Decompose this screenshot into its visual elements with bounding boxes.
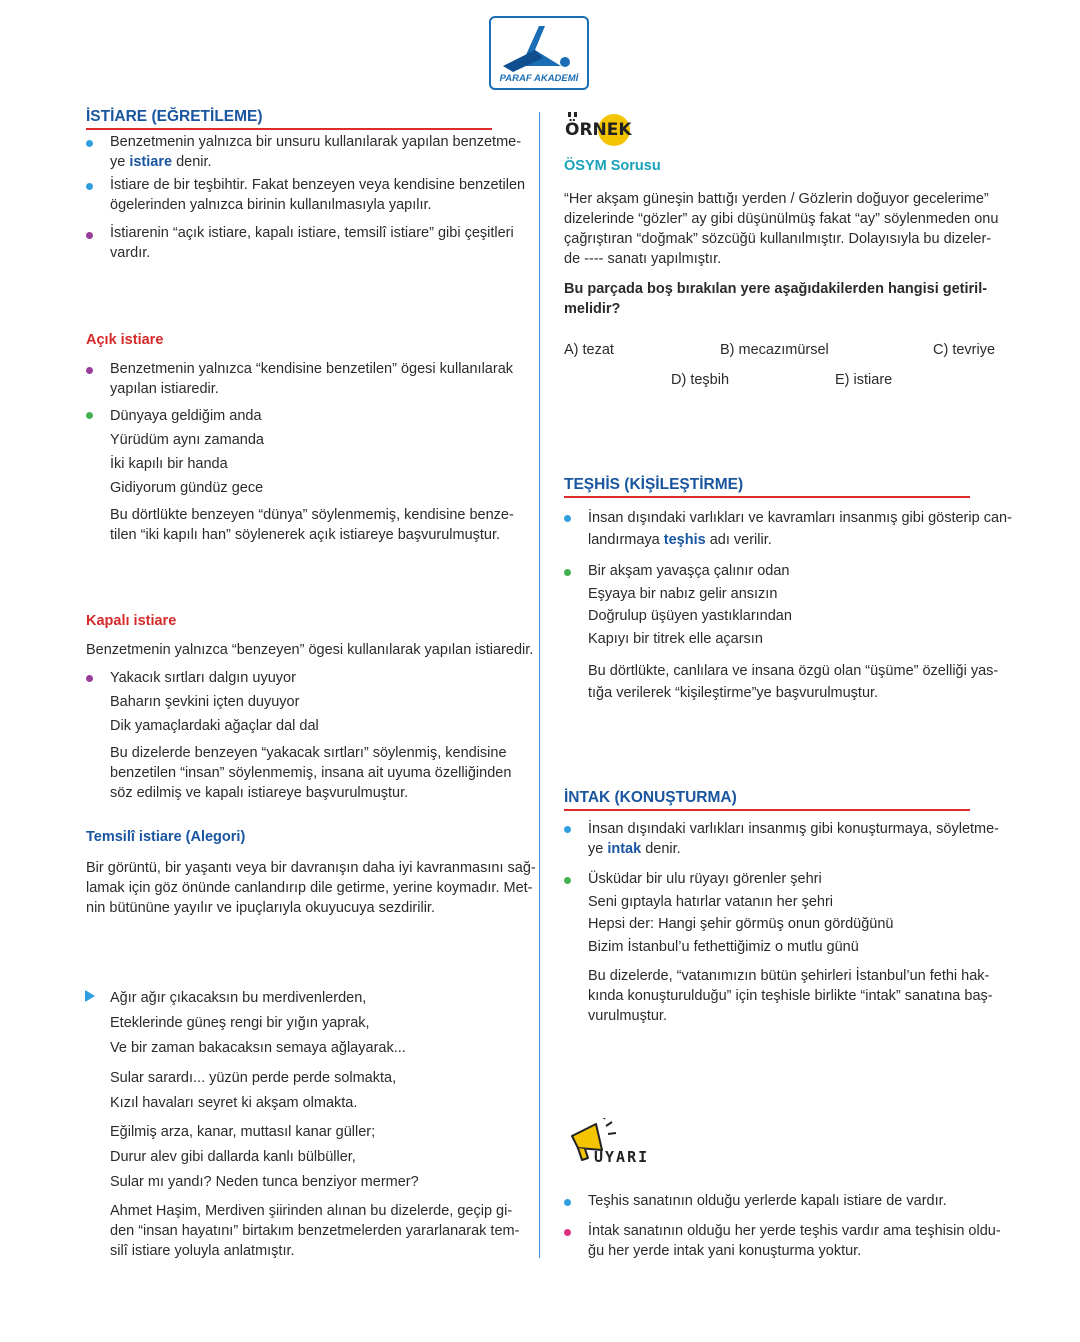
poem-line: Seni gıptayla hatırlar vatanın her şehri	[588, 893, 834, 910]
text-line: “Her akşam güneşin battığı yerden / Gözlerin doğuyor gecelerime”	[564, 191, 989, 207]
poem-line: Bir akşam yavaşça çalınır odan	[588, 563, 790, 579]
temsili-definition	[86, 858, 536, 918]
text-line: Benzetmenin yalnızca bir unsuru kullanılarak yapılan benzetme-	[110, 134, 522, 150]
poem-line: İki kapılı bir handa	[110, 456, 228, 472]
bullet-dot	[564, 877, 571, 884]
text-line: İnsan dışındaki varlıkları insanmış gibi konuşturmaya, söyletme-	[588, 821, 1000, 837]
teshis-title: TEŞHİS (KİŞİLEŞTİRME)	[564, 476, 970, 498]
bullet-dot	[86, 232, 93, 239]
uyari-badge	[566, 1118, 666, 1170]
poem-line: Durur alev gibi dallarda kanlı bülbüller,	[110, 1149, 356, 1165]
text-line: den “insan hayatını” birtakım benzetmelerden yararlanarak tem-	[110, 1223, 520, 1239]
kapali-poem	[110, 666, 319, 738]
text-line: vardır.	[110, 245, 151, 261]
keyword-istiare: istiare	[129, 154, 173, 170]
poem-line: Sular mı yandı? Neden tunca benziyor mermer?	[110, 1174, 419, 1190]
text-line	[588, 529, 1012, 551]
text-line: kında konuşturulduğu” için teşhisle birlikte “intak” sanatına baş-	[588, 988, 993, 1004]
istiare-title: İSTİARE (EĞRETİLEME)	[86, 108, 492, 130]
poem-line: Ve bir zaman bakacaksın semaya ağlayarak...	[110, 1040, 406, 1056]
text-line: İstiarenin “açık istiare, kapalı istiare, temsilî istiare” gibi çeşitleri	[110, 225, 514, 241]
text-line: Bu dörtlükte, canlılara ve insana özgü olan “üşüme” özelliği yas-	[588, 663, 999, 679]
poem-line: Dünyaya geldiğim anda	[110, 408, 262, 424]
intak-bullet-1	[588, 819, 999, 859]
bullet-dot	[564, 826, 571, 833]
keyword-teshis: teşhis	[663, 532, 706, 548]
acik-explanation	[110, 505, 514, 545]
text-line: lamak için göz önünde canlandırıp dile getirme, yerine koymadır. Met-	[86, 880, 533, 896]
poem-line: Yakacık sırtları dalgın uyuyor	[110, 670, 296, 686]
logo-mark-icon	[491, 20, 587, 76]
kapali-explanation	[110, 743, 511, 803]
kapali-istiare-title: Kapalı istiare	[86, 613, 177, 629]
text-line: vurulmuştur.	[588, 1008, 667, 1024]
temsili-poem-stanza-2	[110, 1066, 396, 1116]
bullet-dot	[86, 367, 93, 374]
uyari-label: UYARI	[594, 1148, 650, 1166]
poem-line: Yürüdüm aynı zamanda	[110, 432, 264, 448]
poem-line: Üsküdar bir ulu rüyayı görenler şehri	[588, 871, 822, 887]
option-b: B) mecazımürsel	[720, 342, 829, 358]
istiare-bullet-3	[110, 223, 530, 263]
text-line: tilen “iki kapılı han” söylenerek açık istiareye başvurulmuştur.	[110, 527, 501, 543]
text-span: denir.	[172, 154, 212, 170]
option-a: A) tezat	[564, 342, 614, 358]
temsili-poem-stanza-3	[110, 1120, 419, 1195]
poem-line: Eteklerinde güneş rengi bir yığın yaprak,	[110, 1015, 370, 1031]
temsili-istiare-title: Temsilî istiare (Alegori)	[86, 829, 246, 845]
acik-istiare-title: Açık istiare	[86, 332, 164, 348]
text-line: Bu dizelerde, “vatanımızın bütün şehirleri İstanbul’un fethi hak-	[588, 968, 990, 984]
acik-bullet-1	[110, 359, 530, 399]
text-line: söz edilmiş ve kapalı istiareye başvurulmuştur.	[110, 785, 409, 801]
ornek-badge	[564, 110, 644, 148]
poem-line: Kızıl havaları seyret ki akşam olmakta.	[110, 1095, 358, 1111]
text-line: dizelerinde “gözler” ay gibi düşünülmüş fakat “ay” söylenmeden onu	[564, 211, 999, 227]
text-line: tığa verilerek “kişileştirme”ye başvurulmuştur.	[588, 685, 879, 701]
option-e: E) istiare	[835, 372, 893, 388]
uyari-bullet-2	[588, 1221, 1001, 1261]
text-line: yapılan istiaredir.	[110, 381, 219, 397]
text-line: melidir?	[564, 301, 621, 317]
text-line: Ahmet Haşim, Merdiven şiirinden alınan bu dizelerde, geçip gi-	[110, 1203, 513, 1219]
bullet-dot	[564, 569, 571, 576]
text-line: de ---- sanatı yapılmıştır.	[564, 251, 722, 267]
text-span: ye	[588, 841, 608, 857]
poem-line: Baharın şevkini içten duyuyor	[110, 694, 300, 710]
text-line	[588, 839, 999, 859]
teshis-poem	[588, 560, 792, 650]
text-line: Benzetmenin yalnızca “kendisine benzetilen” ögesi kullanılarak	[110, 361, 514, 377]
osym-source: ÖSYM Sorusu	[564, 158, 661, 174]
text-span: ye	[110, 154, 130, 170]
text-line: silî istiare yoluyla anlatmıştır.	[110, 1243, 295, 1259]
text-span: denir.	[641, 841, 681, 857]
bullet-dot	[86, 412, 93, 419]
bullet-dot	[86, 675, 93, 682]
ornek-question	[564, 279, 987, 319]
logo-text: PARAF AKADEMİ	[499, 73, 579, 84]
poem-line: Eğilmiş arza, kanar, muttasıl kanar güller;	[110, 1124, 376, 1140]
istiare-bullet-1	[110, 132, 530, 172]
text-line: İntak sanatının olduğu her yerde teşhis vardır ama teşhisin oldu-	[588, 1223, 1001, 1239]
poem-line: Eşyaya bir nabız gelir ansızın	[588, 585, 778, 602]
kapali-definition: Benzetmenin yalnızca “benzeyen” ögesi kullanılarak yapılan istiaredir.	[86, 642, 534, 658]
bullet-dot	[86, 140, 93, 147]
bullet-dot	[564, 1199, 571, 1206]
ornek-label: ÖRNEK	[565, 120, 632, 140]
bullet-dot	[564, 515, 571, 522]
intak-explanation	[588, 966, 993, 1026]
temsili-explanation	[110, 1201, 519, 1261]
paraf-akademi-logo	[489, 16, 589, 90]
triangle-bullet-icon	[85, 990, 95, 1002]
temsili-poem-stanza-1	[110, 986, 406, 1061]
bullet-dot	[564, 1229, 571, 1236]
text-span: adı verilir.	[705, 532, 772, 548]
poem-line: Bizim İstanbul’u fethettiğimiz o mutlu günü	[588, 938, 859, 955]
text-line: benzetilen “insan” söylenmemiş, insana ait uyuma özelliğinden	[110, 765, 512, 781]
option-d: D) teşbih	[671, 372, 730, 388]
text-line: Bu dizelerde benzeyen “yakacak sırtları” söylenmiş, kendisine	[110, 745, 507, 761]
istiare-bullet-2	[110, 175, 530, 215]
keyword-intak: intak	[607, 841, 642, 857]
text-line: ögelerinden yalnızca birinin kullanılmasıyla yapılır.	[110, 197, 432, 213]
text-line: İnsan dışındaki varlıkları ve kavramları insanmış gibi gösterip can-	[588, 510, 1012, 526]
text-line: İstiare de bir teşbihtir. Fakat benzeyen veya kendisine benzetilen	[110, 177, 526, 193]
poem-line: Dik yamaçlardaki ağaçlar dal dal	[110, 718, 319, 734]
poem-line: Hepsi der: Hangi şehir görmüş onun gördüğünü	[588, 916, 894, 933]
teshis-bullet-1	[588, 507, 1012, 551]
acik-poem	[110, 404, 264, 500]
intak-title: İNTAK (KONUŞTURMA)	[564, 789, 970, 811]
option-c: C) tevriye	[933, 342, 996, 358]
text-span: landırmaya	[588, 532, 664, 548]
teshis-explanation	[588, 660, 998, 704]
text-line: Bu dörtlükte benzeyen “dünya” söylenmemiş, kendisine benze-	[110, 507, 514, 523]
text-line: ğu her yerde intak yani konuşturma yoktur.	[588, 1243, 862, 1259]
text-line: Bu parçada boş bırakılan yere aşağıdakilerden hangisi getiril-	[564, 281, 988, 297]
uyari-bullet-1: Teşhis sanatının olduğu yerlerde kapalı istiare de vardır.	[588, 1193, 947, 1209]
poem-line: Sular sarardı... yüzün perde perde solmakta,	[110, 1070, 397, 1086]
text-line: Bir görüntü, bir yaşantı veya bir davranışın daha iyi kavranmasını sağ-	[86, 860, 536, 876]
text-line: nin bütününe yayılır ve ipuçlarıyla okuyucuya sezdirilir.	[86, 900, 435, 916]
ornek-text	[564, 189, 998, 269]
poem-line: Gidiyorum gündüz gece	[110, 480, 264, 496]
intak-poem	[588, 868, 894, 958]
poem-line: Ağır ağır çıkacaksın bu merdivenlerden,	[110, 990, 367, 1006]
text-line	[110, 152, 530, 172]
text-line: çağrıştıran “doğmak” sözcüğü kullanılmıştır. Dolayısıyla bu dizeler-	[564, 231, 992, 247]
poem-line: Doğrulup üşüyen yastıklarından	[588, 608, 792, 625]
bullet-dot	[86, 183, 93, 190]
poem-line: Kapıyı bir titrek elle açarsın	[588, 630, 763, 647]
column-divider	[539, 112, 540, 1258]
